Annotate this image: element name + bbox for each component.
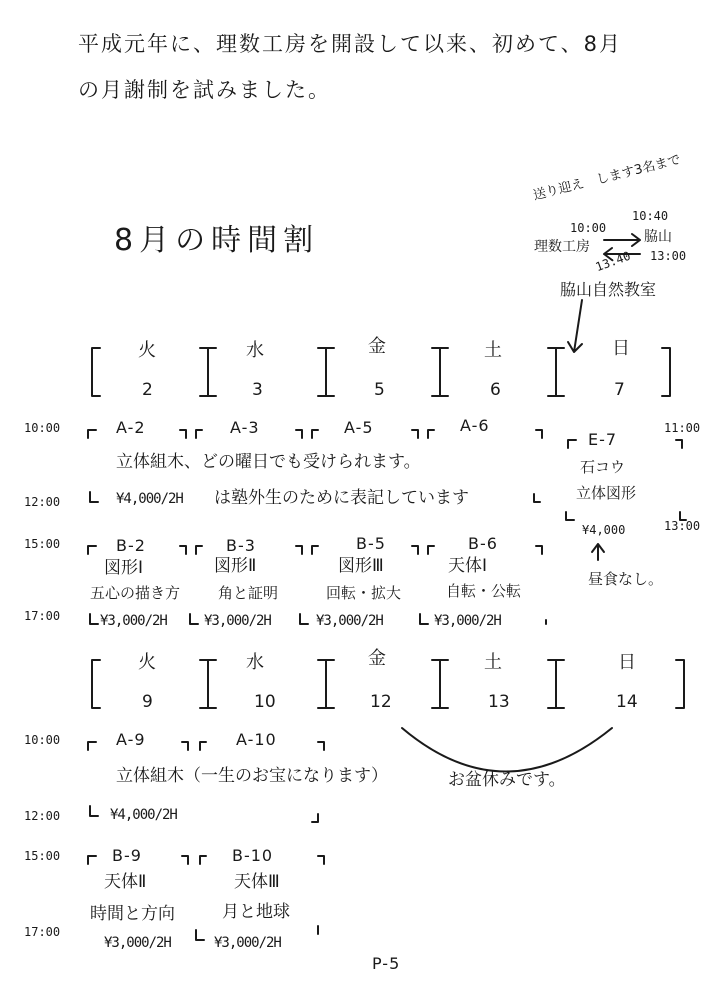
pickup-heading: 送り迎え します3名まで xyxy=(531,152,683,204)
w1-sunday-title1: 石コウ xyxy=(580,458,626,476)
w1-time-1500: 15:00 xyxy=(24,537,61,551)
w1-title-b6: 天体Ⅰ xyxy=(448,556,488,576)
w2-date-wed: 10 xyxy=(254,692,276,712)
pickup-venue: 脇山自然教室 xyxy=(560,280,657,299)
w1-day-sun: 日 xyxy=(612,338,630,359)
w1-code-a5: A-5 xyxy=(344,418,374,437)
w2-title-b9: 天体Ⅱ xyxy=(104,872,147,892)
w1-sunday-note: 昼食なし。 xyxy=(588,570,664,588)
intro-line-1: 平成元年に、理数工房を開設して以来、初めて、8月 xyxy=(78,32,622,56)
w1-sunday-title2: 立体図形 xyxy=(576,484,637,502)
w2-code-a9: A-9 xyxy=(116,730,146,749)
w2-day-tue: 火 xyxy=(138,652,156,673)
w2-date-sun: 14 xyxy=(616,692,638,712)
w2-day-sun: 日 xyxy=(618,652,636,673)
w2-price-b9: ¥3,000/2H xyxy=(104,935,171,951)
w1-day-wed: 水 xyxy=(246,340,264,361)
w1-code-a3: A-3 xyxy=(230,418,260,437)
w1-morning-note: は塾外生のために表記しています xyxy=(214,488,469,508)
w1-morning-price: ¥4,000/2H xyxy=(116,491,183,507)
w2-time-1500: 15:00 xyxy=(24,849,61,863)
w1-morning-desc: 立体組木、どの曜日でも受けられます。 xyxy=(116,452,421,472)
w2-morning-desc: 立体組木（一生のお宝になります） xyxy=(116,766,388,786)
w2-title-b10: 天体Ⅲ xyxy=(234,872,280,892)
w1-time-1100: 11:00 xyxy=(664,421,701,435)
w1-date-sun: 7 xyxy=(614,380,625,400)
w2-date-sat: 13 xyxy=(488,692,510,712)
w2-day-wed: 水 xyxy=(246,652,264,673)
ticks-sunday xyxy=(566,440,686,520)
w2-holiday-note: お盆休みです。 xyxy=(448,770,566,790)
w1-title-b2: 図形Ⅰ xyxy=(104,558,144,578)
w2-code-b9: B-9 xyxy=(112,846,142,865)
w2-time-1700: 17:00 xyxy=(24,925,61,939)
w1-desc-b6: 自転・公転 xyxy=(446,582,522,600)
w1-price-b2: ¥3,000/2H xyxy=(100,613,167,629)
w1-code-e7: E-7 xyxy=(588,430,618,449)
w2-day-sat: 土 xyxy=(484,652,502,673)
w1-date-fri: 5 xyxy=(374,380,385,400)
w1-time-1000: 10:00 xyxy=(24,421,61,435)
pickup-return-time: 13:40 xyxy=(593,248,633,275)
w2-desc-b9: 時間と方向 xyxy=(90,904,175,924)
w1-date-tue: 2 xyxy=(142,380,153,400)
w2-time-1200: 12:00 xyxy=(24,809,61,823)
w1-title-b5: 図形Ⅲ xyxy=(338,556,384,576)
bracket-w1-wed xyxy=(208,348,326,396)
pickup-destination: 脇山 xyxy=(644,229,672,245)
w1-code-b3: B-3 xyxy=(226,536,256,555)
w1-code-a6: A-6 xyxy=(460,416,490,435)
w1-code-b2: B-2 xyxy=(116,536,146,555)
w2-code-b10: B-10 xyxy=(232,846,274,865)
pickup-origin: 理数工房 xyxy=(534,239,590,255)
w2-morning-price: ¥4,000/2H xyxy=(110,807,177,823)
w1-code-b5: B-5 xyxy=(356,534,386,553)
page-title: 8月の時間割 xyxy=(114,223,320,258)
w1-day-fri: 金 xyxy=(368,336,386,357)
w1-date-wed: 3 xyxy=(252,380,263,400)
w1-code-a2: A-2 xyxy=(116,418,146,437)
w1-desc-b3: 角と証明 xyxy=(218,584,279,602)
w1-price-b3: ¥3,000/2H xyxy=(204,613,271,629)
pickup-depart-time: 10:00 xyxy=(570,221,607,235)
w1-code-b6: B-6 xyxy=(468,534,498,553)
pickup-arrive-time: 10:40 xyxy=(632,209,669,223)
w1-price-b6: ¥3,000/2H xyxy=(434,613,501,629)
w1-sunday-price: ¥4,000 xyxy=(582,523,626,537)
page-number: P-5 xyxy=(372,954,401,973)
w2-date-fri: 12 xyxy=(370,692,392,712)
obon-arc xyxy=(402,728,612,772)
intro-line-2: の月謝制を試みました。 xyxy=(78,78,331,102)
w2-time-1000: 10:00 xyxy=(24,733,61,747)
w1-date-sat: 6 xyxy=(490,380,501,400)
w1-desc-b2: 五心の描き方 xyxy=(90,584,181,602)
w2-code-a10: A-10 xyxy=(236,730,277,749)
w1-price-b5: ¥3,000/2H xyxy=(316,613,383,629)
w1-title-b3: 図形Ⅱ xyxy=(214,556,257,576)
w2-day-fri: 金 xyxy=(368,648,386,669)
arrow-lunch xyxy=(592,544,604,560)
w2-price-b10: ¥3,000/2H xyxy=(214,935,281,951)
arrow-to-sunday xyxy=(568,300,582,352)
w2-date-tue: 9 xyxy=(142,692,153,712)
pickup-back-time: 13:00 xyxy=(650,249,687,263)
w1-day-sat: 土 xyxy=(484,340,502,361)
w1-time-1700: 17:00 xyxy=(24,609,61,623)
arrow-to-wakiyama xyxy=(604,234,640,246)
w2-desc-b10: 月と地球 xyxy=(222,902,290,922)
w1-time-1300: 13:00 xyxy=(664,519,701,533)
w1-desc-b5: 回転・拡大 xyxy=(326,584,402,602)
w1-time-1200: 12:00 xyxy=(24,495,61,509)
w1-day-tue: 火 xyxy=(138,340,156,361)
